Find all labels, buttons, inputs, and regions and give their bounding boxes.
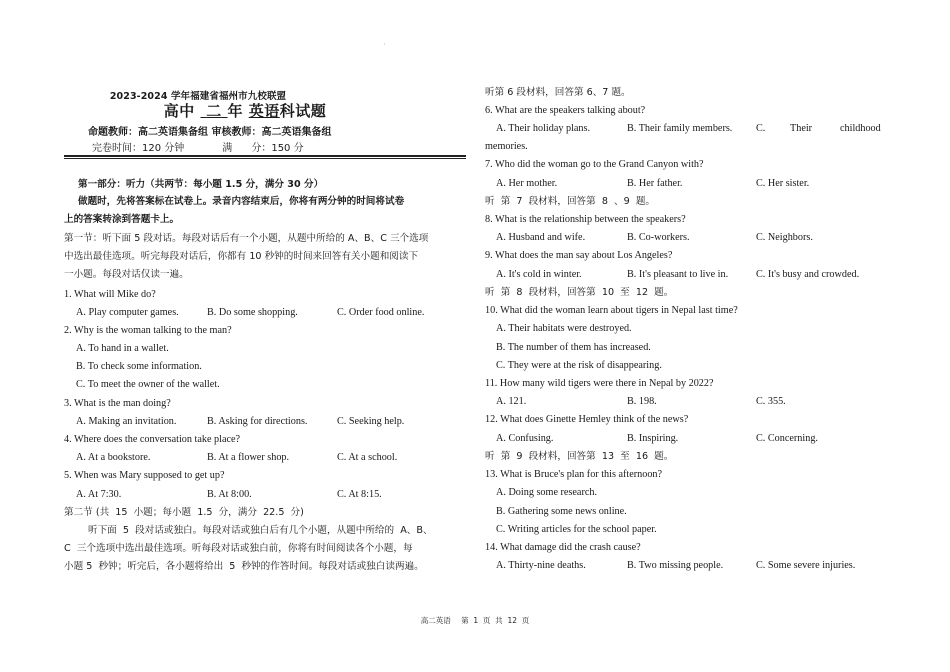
note-material-7: 听 第 7 段材料，回答第 8 、9 题。 xyxy=(485,196,656,207)
section2-text-2: C 三个选项中选出最佳选项。听每段对话或独白前，你将有时间阅读各个小题，每 xyxy=(64,543,413,554)
scan-dot: · xyxy=(383,40,386,49)
section1-text-3: 一小题。每段对话仅读一遍。 xyxy=(64,269,189,280)
q2-option-c: C. To meet the owner of the wallet. xyxy=(76,379,220,390)
part1-instruction-1: 做题时，先将答案标在试卷上。录音内容结束后，你将有两分钟的时间将试卷 xyxy=(78,196,405,207)
q7-option-a: A. Her mother. xyxy=(496,178,558,189)
teachers-line: 命题教师：高二英语集备组 审核教师：高二英语集备组 xyxy=(88,127,332,138)
section2-text-3: 小题 5 秒钟；听完后，各小题将给出 5 秒钟的作答时间。每段对话或独白读两遍。 xyxy=(64,561,424,572)
section2-text-1: 听下面 5 段对话或独白。每段对话或独白后有几个小题，从题中所给的 A、B、 xyxy=(88,525,433,536)
q3-option-b: B. Asking for directions. xyxy=(207,416,308,427)
q4-stem: 4. Where does the conversation take place? xyxy=(64,434,241,445)
subject-title xyxy=(120,100,370,121)
q9-option-c: C. It's busy and crowded. xyxy=(756,269,860,280)
subject-prefix: 高中 xyxy=(163,102,195,120)
q1-stem: 1. What will Mike do? xyxy=(64,289,156,300)
q8-option-c: C. Neighbors. xyxy=(756,232,813,243)
page-footer xyxy=(0,615,950,626)
q13-option-c: C. Writing articles for the school paper. xyxy=(496,524,657,535)
q6-option-c-word3: memories. xyxy=(485,141,528,152)
q12-option-b: B. Inspiring. xyxy=(627,433,679,444)
note-material-6: 听第 6 段材料，回答第 6、7 题。 xyxy=(485,87,631,98)
q14-option-c: C. Some severe injuries. xyxy=(756,560,856,571)
q12-stem: 12. What does Ginette Hemley think of the news? xyxy=(485,414,689,425)
q8-stem: 8. What is the relationship between the speakers? xyxy=(485,214,686,225)
part1-instruction-2: 上的答案转涂到答题卡上。 xyxy=(64,214,180,225)
q11-option-c: C. 355. xyxy=(756,396,786,407)
q1-option-b: B. Do some shopping. xyxy=(207,307,298,318)
note-material-9: 听 第 9 段材料，回答第 13 至 16 题。 xyxy=(485,451,674,462)
q7-option-c: C. Her sister. xyxy=(756,178,810,189)
q12-option-a: A. Confusing. xyxy=(496,433,554,444)
header-rule-thin xyxy=(64,158,466,159)
q2-stem: 2. Why is the woman talking to the man? xyxy=(64,325,232,336)
q7-stem: 7. Who did the woman go to the Grand Canyon with? xyxy=(485,159,704,170)
q9-stem: 9. What does the man say about Los Angeles? xyxy=(485,250,673,261)
q5-option-a: A. At 7:30. xyxy=(76,489,122,500)
q6-option-c-word1: Their xyxy=(790,123,813,134)
q11-option-a: A. 121. xyxy=(496,396,527,407)
q9-option-a: A. It's cold in winter. xyxy=(496,269,582,280)
header-rule-thick xyxy=(64,155,466,157)
q4-option-a: A. At a bookstore. xyxy=(76,452,151,463)
q12-option-c: C. Concerning. xyxy=(756,433,818,444)
q10-stem: 10. What did the woman learn about tigers in Nepal last time? xyxy=(485,305,738,316)
footer-page-number: 第 1 页 共 12 页 xyxy=(461,616,530,625)
q1-option-c: C. Order food online. xyxy=(337,307,425,318)
q2-option-b: B. To check some information. xyxy=(76,361,202,372)
note-material-8: 听 第 8 段材料，回答第 10 至 12 题。 xyxy=(485,287,674,298)
year-label: 年 xyxy=(227,102,243,120)
grade: 二 xyxy=(206,102,222,120)
part1-title: 第一部分：听力（共两节：每小题 1.5 分，满分 30 分） xyxy=(78,179,324,190)
q10-option-c: C. They were at the risk of disappearing. xyxy=(496,360,662,371)
q6-option-c-word2: childhood xyxy=(840,123,881,134)
q3-option-a: A. Making an invitation. xyxy=(76,416,177,427)
footer-subject: 高二英语 xyxy=(420,616,451,625)
q8-option-b: B. Co-workers. xyxy=(627,232,690,243)
exam-title: 2023-2024 学年福建省福州市九校联盟 xyxy=(109,91,287,102)
q4-option-c: C. At a school. xyxy=(337,452,398,463)
q14-stem: 14. What damage did the crash cause? xyxy=(485,542,641,553)
section2-title: 第二节 (共 15 小题；每小题 1.5 分，满分 22.5 分) xyxy=(64,507,304,518)
q7-option-b: B. Her father. xyxy=(627,178,683,189)
q10-option-b: B. The number of them has increased. xyxy=(496,342,651,353)
q13-option-a: A. Doing some research. xyxy=(496,487,597,498)
score-label: 满 分：150 分 xyxy=(222,143,304,154)
q11-stem: 11. How many wild tigers were there in Nepal by 2022? xyxy=(485,378,714,389)
q13-stem: 13. What is Bruce's plan for this afternoon? xyxy=(485,469,663,480)
section1-text-1: 第一节：听下面 5 段对话。每段对话后有一个小题，从题中所给的 A、B、C 三个选项 xyxy=(64,233,429,244)
subject-suffix: 科试题 xyxy=(279,102,327,120)
q3-option-c: C. Seeking help. xyxy=(337,416,405,427)
q2-option-a: A. To hand in a wallet. xyxy=(76,343,169,354)
q6-option-b: B. Their family members. xyxy=(627,123,733,134)
time-score-line xyxy=(92,139,304,154)
time-label: 完卷时间：120 分钟 xyxy=(92,143,185,154)
q4-option-b: B. At a flower shop. xyxy=(207,452,290,463)
q1-option-a: A. Play computer games. xyxy=(76,307,179,318)
q14-option-a: A. Thirty-nine deaths. xyxy=(496,560,586,571)
q5-option-b: B. At 8:00. xyxy=(207,489,252,500)
q5-stem: 5. When was Mary supposed to get up? xyxy=(64,470,225,481)
q13-option-b: B. Gathering some news online. xyxy=(496,506,627,517)
q3-stem: 3. What is the man doing? xyxy=(64,398,171,409)
q8-option-a: A. Husband and wife. xyxy=(496,232,586,243)
q11-option-b: B. 198. xyxy=(627,396,657,407)
q6-option-a: A. Their holiday plans. xyxy=(496,123,591,134)
q9-option-b: B. It's pleasant to live in. xyxy=(627,269,729,280)
q6-option-c-letter: C. xyxy=(756,123,766,134)
q14-option-b: B. Two missing people. xyxy=(627,560,724,571)
q6-stem: 6. What are the speakers talking about? xyxy=(485,105,646,116)
q10-option-a: A. Their habitats were destroyed. xyxy=(496,323,632,334)
subject: 英语 xyxy=(248,102,280,120)
q5-option-c: C. At 8:15. xyxy=(337,489,382,500)
section1-text-2: 中选出最佳选项。听完每段对话后，你都有 10 秒钟的时间来回答有关小题和阅读下 xyxy=(64,251,419,262)
